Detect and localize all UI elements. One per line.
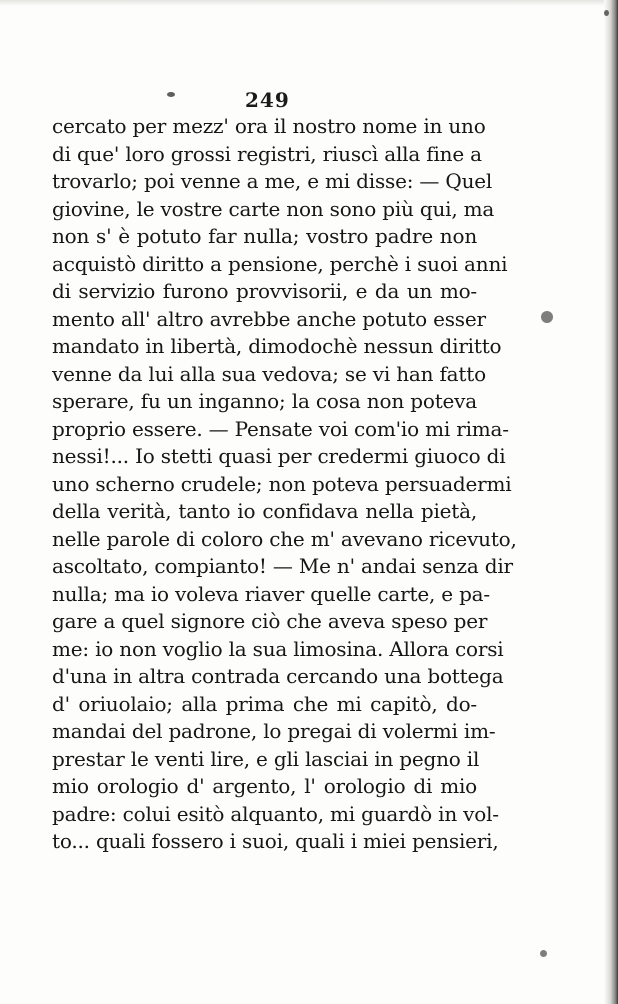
text-line: d' oriuolaio; alla prima che mi capitò, do-	[52, 691, 477, 716]
ink-speck	[541, 311, 553, 323]
text-line: nessi!... Io stetti quasi per credermi giuoco di	[52, 444, 506, 468]
text-line: mandai del padrone, lo pregai di volermi im-	[52, 719, 496, 743]
ink-speck	[540, 950, 547, 957]
body-text	[52, 113, 517, 856]
text-line: d'una in altra contrada cercando una bottega	[52, 664, 504, 688]
text-line: acquistò diritto a pensione, perchè i suoi anni	[52, 251, 508, 276]
text-line: nelle parole di coloro che m' avevano ricevuto,	[52, 526, 517, 551]
text-line: non s' è potuto far nulla; vostro padre non	[52, 224, 477, 248]
text-line: mento all' altro avrebbe anche potuto esser	[52, 306, 486, 331]
page-number: 249	[245, 88, 290, 112]
text-line: trovarlo; poi venne a me, e mi disse: — Quel	[52, 169, 493, 193]
text-line: cercato per mezz' ora il nostro nome in uno	[52, 114, 486, 138]
text-line: di que' loro grossi registri, riuscì alla fine a	[52, 141, 482, 166]
text-line: mio orologio d' argento, l' orologio di mio	[52, 774, 477, 798]
text-line: padre: colui esitò alquanto, mi guardò in vol-	[52, 801, 499, 826]
text-line: to... quali fossero i suoi, quali i miei pensieri,	[52, 829, 499, 853]
text-line: giovine, le vostre carte non sono più qui, ma	[52, 196, 495, 221]
text-line: della verità, tanto io confidava nella pietà,	[52, 499, 477, 523]
text-line: di servizio furono provvisorii, e da un mo-	[52, 279, 477, 303]
text-line: mandato in libertà, dimodochè nessun diritto	[52, 334, 502, 358]
text-line: sperare, fu un inganno; la cosa non poteva	[52, 389, 477, 413]
page-binding-shadow	[604, 0, 618, 1004]
text-line: proprio essere. — Pensate voi com'io mi rima-	[52, 416, 509, 441]
text-line: uno scherno crudele; non poteva persuadermi	[52, 471, 512, 496]
text-line: nulla; ma io voleva riaver quelle carte, e pa-	[52, 581, 490, 606]
text-line: me: io non voglio la sua limosina. Allora corsi	[52, 636, 504, 661]
page-top-edge	[0, 0, 618, 6]
text-line: gare a quel signore ciò che aveva speso per	[52, 609, 488, 633]
ink-speck	[167, 92, 175, 97]
text-line: prestar le venti lire, e gli lasciai in pegno il	[52, 746, 480, 771]
ink-speck	[604, 10, 609, 16]
text-line: ascoltato, compianto! — Me n' andai senza dir	[52, 554, 513, 578]
text-line: venne da lui alla sua vedova; se vi han fatto	[52, 361, 486, 386]
